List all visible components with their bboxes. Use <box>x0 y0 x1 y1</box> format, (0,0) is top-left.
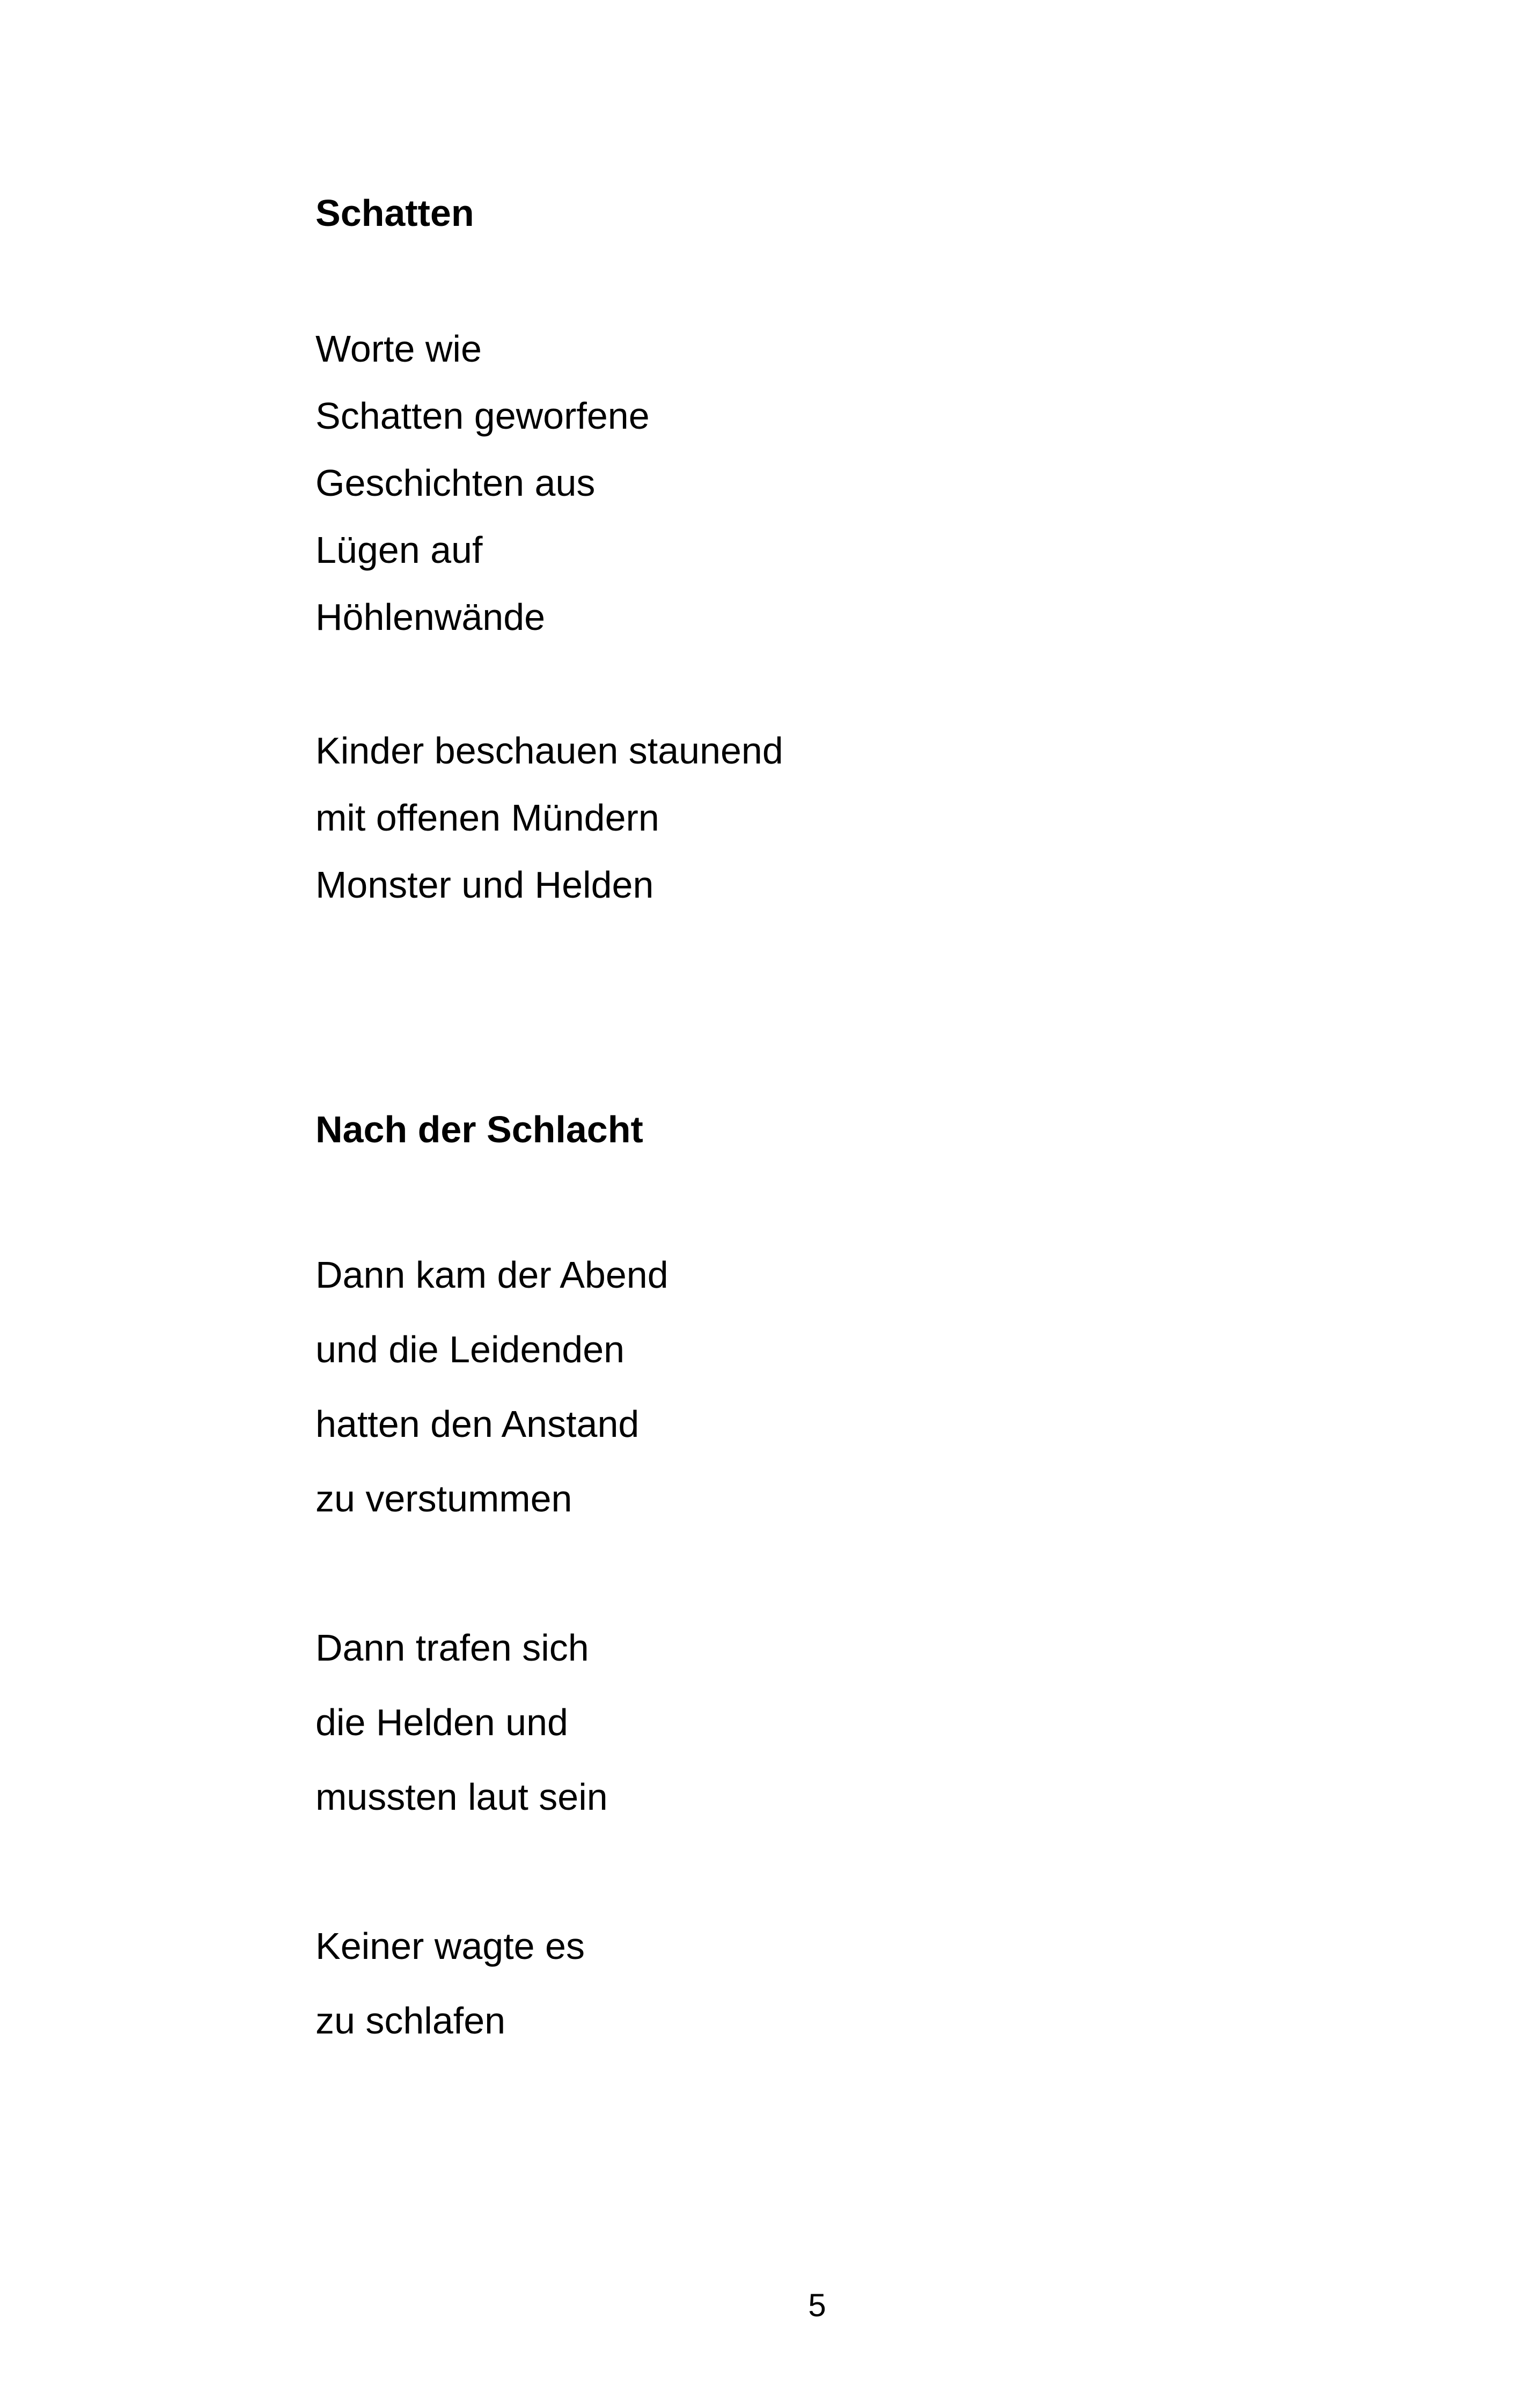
stanza <box>315 326 783 662</box>
page-number: 5 <box>808 2287 826 2323</box>
poem-line: zu schlafen <box>315 2000 506 2042</box>
poem-title: Schatten <box>315 192 474 234</box>
poem-line: mussten laut sein <box>315 1776 608 1818</box>
poem-line: Geschichten aus <box>315 462 596 504</box>
stanza <box>315 1252 668 1551</box>
stanza-gap <box>315 1551 668 1625</box>
title-spacer <box>315 1156 668 1252</box>
poem-line: Dann kam der Abend <box>315 1254 668 1296</box>
poem-line: Worte wie <box>315 328 482 370</box>
poem-line: Höhlenwände <box>315 596 546 638</box>
poem-line: Kinder beschauen staunend <box>315 730 783 772</box>
poem-line: Monster und Helden <box>315 864 654 906</box>
poem-line: Schatten geworfene <box>315 395 650 437</box>
stanza <box>315 1924 668 2073</box>
poem-nach-der-schlacht <box>315 1108 668 2073</box>
poem-line: Keiner wagte es <box>315 1925 585 1967</box>
stanza <box>315 1625 668 1849</box>
stanza-gap <box>315 662 783 728</box>
poem-schatten <box>315 194 783 929</box>
poem-line: mit offenen Mündern <box>315 797 659 839</box>
poem-line: die Helden und <box>315 1701 568 1743</box>
title-spacer <box>315 239 783 326</box>
poem-line: hatten den Anstand <box>315 1403 640 1445</box>
poem-line: Lügen auf <box>315 529 483 571</box>
poem-title: Nach der Schlacht <box>315 1108 643 1150</box>
poem-line: zu verstummen <box>315 1478 572 1519</box>
poem-line: Dann trafen sich <box>315 1627 589 1669</box>
poem-line: und die Leidenden <box>315 1328 625 1370</box>
stanza <box>315 728 783 929</box>
stanza-gap <box>315 1849 668 1924</box>
